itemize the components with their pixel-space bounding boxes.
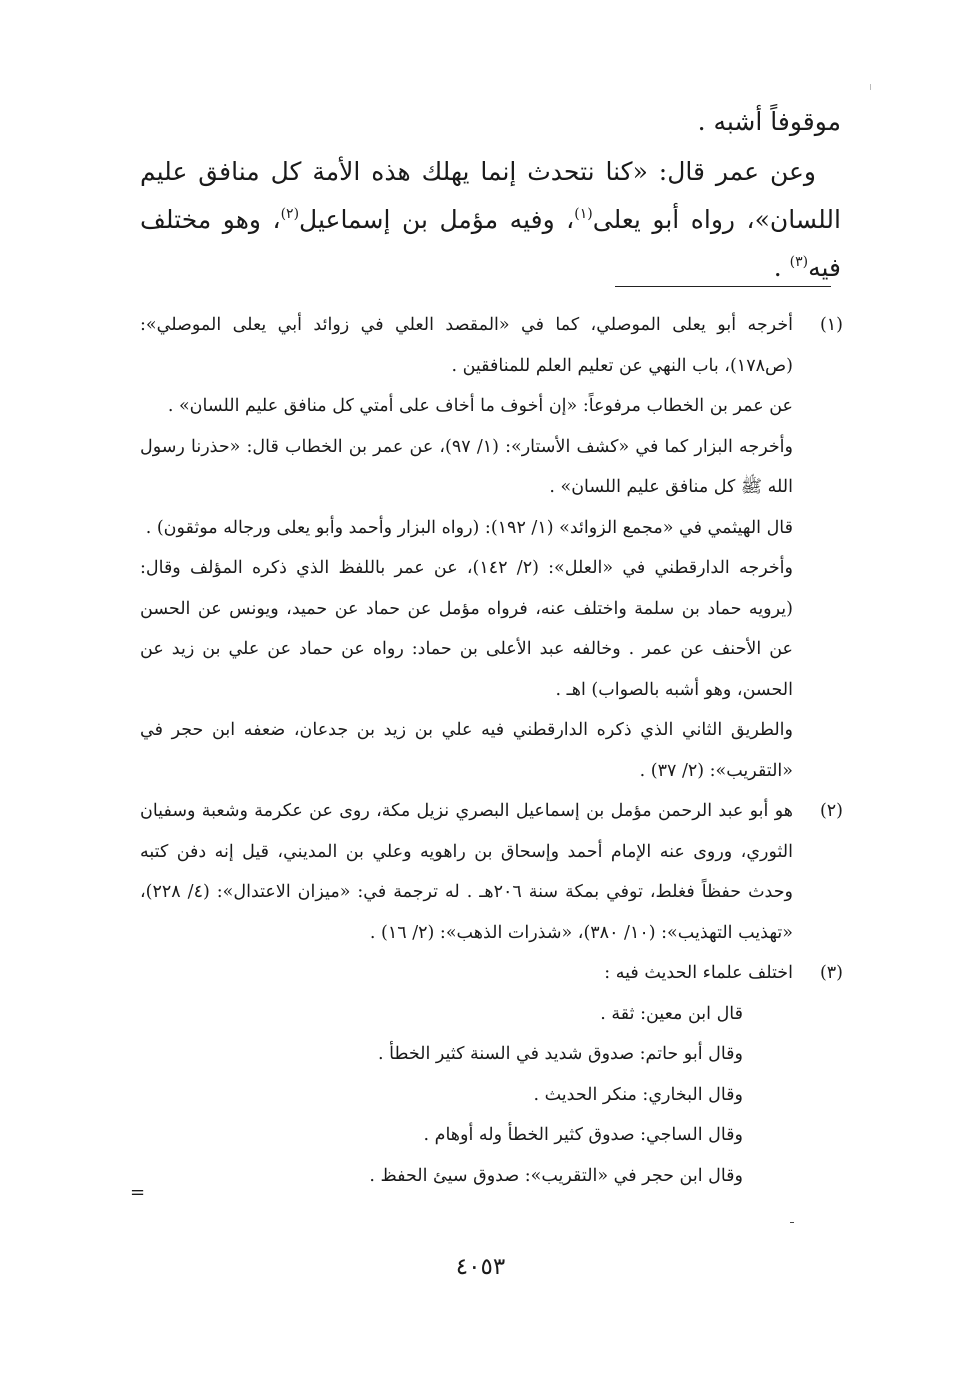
footnote-paragraph: أخرجه أبو يعلى الموصلي، كما في «المقصد العلي في زوائد أبي يعلى الموصلي»: (ص١٧٨)، باب النهي عن تعليم العلم للمنافقين . — [140, 315, 793, 376]
footnote-1 — [140, 305, 843, 791]
footnote-paragraph: والطريق الثاني الذي ذكره الدارقطني فيه علي بن زيد بن جدعان، ضعفه ابن حجر في «التقريب»: (٢/ ٣٧) . — [140, 720, 793, 781]
footnote-ref-3: (٣) — [789, 254, 809, 270]
scholar-opinion: وقال ابن حجر في «التقريب»: صدوق سيئ الحفظ . — [369, 1165, 743, 1186]
footnote-number: (١) — [819, 315, 843, 335]
main-paragraph — [140, 148, 841, 292]
page-number: ٤٠٥٣ — [455, 1254, 506, 1280]
main-text-part-1: وعن عمر قال: «كنا نتحدث إنما يهلك هذه الأمة كل منافق عليم اللسان»، رواه أبو يعلى — [140, 157, 841, 234]
main-text-part-4: . — [773, 253, 790, 282]
footnote-separator — [615, 286, 831, 287]
footnote-paragraph: قال الهيثمي في «مجمع الزوائد» (١/ ١٩٢): (رواه البزار وأحمد وأبو يعلى ورجاله موثقون) . — [145, 517, 793, 538]
footnote-paragraph: وأخرجه البزار كما في «كشف الأستار»: (١/ ٩٧)، عن عمر بن الخطاب قال: «حذرنا رسول الله ﷺ كل منافق عليم اللسان» . — [140, 436, 793, 497]
corner-speck — [870, 84, 871, 90]
scholar-opinion: قال ابن معين: ثقة . — [600, 1003, 743, 1024]
footnote-intro: اختلف علماء الحديث فيه : — [604, 963, 793, 983]
footnote-end-dash — [790, 1222, 794, 1223]
footnote-3 — [140, 953, 843, 1196]
footnote-paragraph: وأخرجه الدارقطني في «العلل»: (٢/ ١٤٢)، عن عمر باللفظ الذي ذكره المؤلف وقال: (يرويه حماد بن سلمة واختلف عنه، فرواه مؤمل عن حماد عن حميد، ويونس عن الحسن عن الأحنف عن عمر . وخالفه عبد الأعلى بن حماد: رواه عن حماد عن علي بن زيد عن الحسن، وهو أشبه بالصواب) اهـ . — [140, 558, 793, 700]
scholar-opinion: وقال أبو حاتم: صدوق شديد في السنة كثير الخطأ . — [378, 1044, 743, 1064]
footnote-number: (٢) — [819, 801, 843, 821]
main-line-1: موقوفاً أشبه . — [697, 107, 841, 136]
main-text — [140, 98, 841, 292]
footnote-ref-2: (٢) — [280, 206, 300, 222]
footnote-body — [140, 305, 793, 791]
footnote-body — [140, 791, 793, 953]
footnote-body — [140, 953, 793, 1196]
footnote-paragraph: هو أبو عبد الرحمن مؤمل بن إسماعيل البصري نزيل مكة، روى عن عكرمة وشعبة وسفيان الثوري، وروى عنه الإمام أحمد وإسحاق بن راهويه وعلي بن المديني، قيل إنه دفن كتبه وحدث حفظاً فغلط، توفي بمكة سنة ٢٠٦هـ . له ترجمة في: «ميزان الاعتدال»: (٤/ ٢٢٨)، «تهذيب التهذيب»: (١٠/ ٣٨٠)، «شذرات الذهب»: (٢/ ١٦) . — [140, 801, 793, 943]
footnote-paragraph: عن عمر بن الخطاب مرفوعاً: «إن أخوف ما أخاف على أمتي كل منافق عليم اللسان» . — [167, 396, 793, 416]
footnote-number: (٣) — [819, 963, 843, 983]
footnotes — [140, 305, 843, 1196]
main-text-part-3: ، وهو مختلف فيه — [140, 205, 841, 282]
main-text-part-2: ، وفيه مؤمل بن إسماعيل — [299, 205, 575, 234]
scholar-opinion: وقال البخاري: منكر الحديث . — [533, 1084, 743, 1105]
footnote-ref-1: (١) — [574, 206, 593, 222]
scholar-opinions — [140, 994, 793, 1197]
continuation-mark: = — [130, 1182, 146, 1203]
scholar-opinion: وقال الساجي: صدوق كثير الخطأ وله أوهام . — [423, 1125, 743, 1145]
footnote-2 — [140, 791, 843, 953]
